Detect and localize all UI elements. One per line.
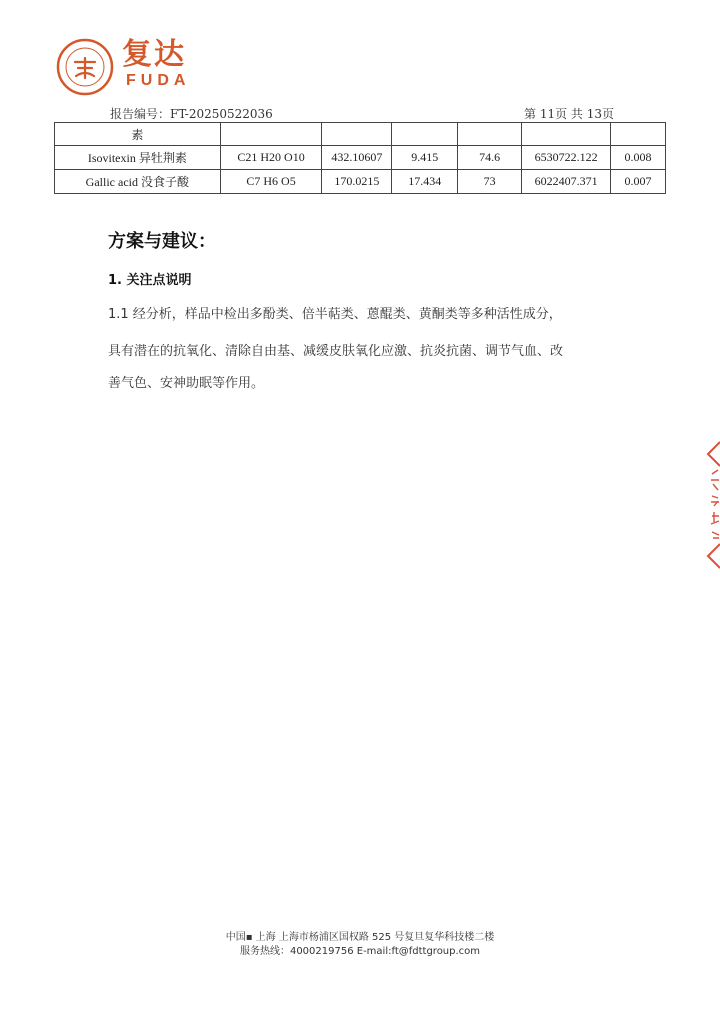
subsection-title: 1. 关注点说明 (108, 273, 192, 288)
table-cell (392, 123, 458, 146)
table-cell: 170.0215 (322, 170, 392, 194)
table-cell: 6530722.122 (522, 146, 611, 170)
edge-stamp-icon (700, 440, 720, 570)
company-name-cn: 复达 (122, 37, 186, 72)
compound-table (54, 122, 666, 194)
table-cell: 0.007 (611, 170, 666, 194)
table-row (55, 123, 666, 146)
footer-address: 中国▪ 上海 上海市杨浦区国权路 525 号复旦复华科技楼二楼 (225, 932, 495, 943)
table-cell: C7 H6 O5 (220, 170, 322, 194)
table-cell: 17.434 (392, 170, 458, 194)
table-cell: 73 (458, 170, 522, 194)
table-cell (522, 123, 611, 146)
report-number: 报告编号：FT-20250522036 (110, 107, 273, 121)
table-row (55, 170, 666, 194)
table-cell: 432.10607 (322, 146, 392, 170)
footer-contact: 服务热线：4000219756 E-mail:ft@fdttgroup.com (239, 946, 481, 957)
table-cell (458, 123, 522, 146)
section-title: 方案与建议： (108, 231, 216, 252)
paragraph-line: 1.1 经分析，样品中检出多酚类、倍半萜类、蒽醌类、黄酮类等多种活性成分， (108, 307, 562, 322)
table-cell: 素 (55, 123, 221, 146)
table-cell: 9.415 (392, 146, 458, 170)
company-seal-icon (56, 38, 114, 96)
table-cell: 74.6 (458, 146, 522, 170)
table-cell (322, 123, 392, 146)
table-cell: 6022407.371 (522, 170, 611, 194)
table-row (55, 146, 666, 170)
table-cell (611, 123, 666, 146)
table-cell: C21 H20 O10 (220, 146, 322, 170)
company-logo (56, 38, 216, 94)
paragraph-line: 具有潜在的抗氧化、清除自由基、减缓皮肤氧化应激、抗炎抗菌、调节气血、改 (108, 344, 564, 359)
table-cell (220, 123, 322, 146)
paragraph-line: 善气色、安神助眠等作用。 (108, 376, 265, 391)
table-cell: Gallic acid 没食子酸 (55, 170, 221, 194)
table-cell: 0.008 (611, 146, 666, 170)
page-info: 第 11页 共 13页 (524, 107, 614, 121)
table-cell: Isovitexin 异牡荆素 (55, 146, 221, 170)
company-name-en: FUDA (126, 72, 191, 89)
